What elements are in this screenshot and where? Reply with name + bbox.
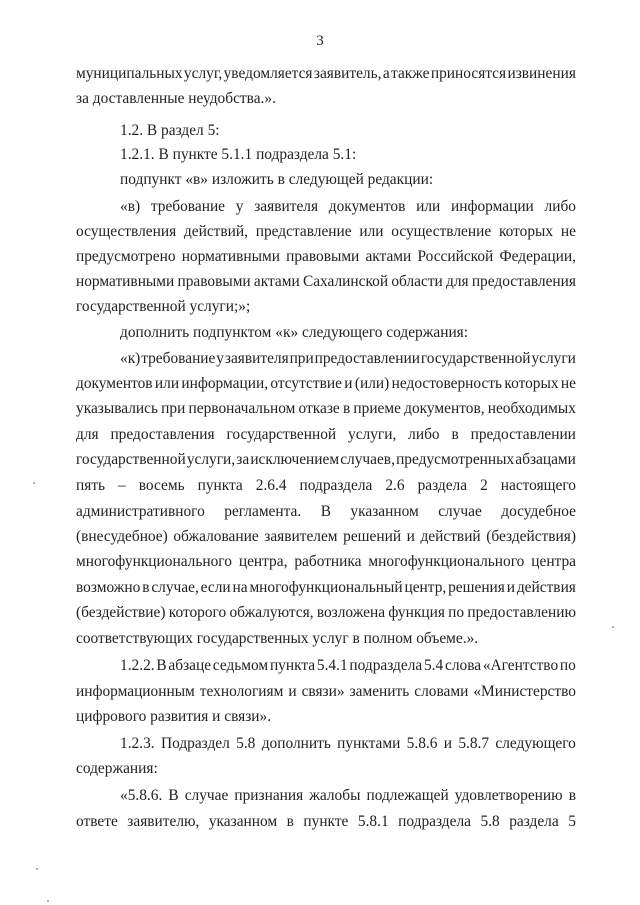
text-line: «к) требование у заявителя при предоставлении государственной услуги	[120, 350, 576, 367]
scan-speck	[36, 868, 38, 870]
text-line: цифрового развития и связи».	[76, 708, 272, 725]
text-line: пять – восемь пункта 2.6.4 подраздела 2.6 раздела 2 настоящего	[76, 477, 576, 494]
text-line: 1.2.1. В пункте 5.1.1 подраздела 5.1:	[120, 146, 357, 163]
scan-speck	[33, 482, 35, 484]
text-line: за доставленные неудобства.».	[76, 90, 276, 107]
page-number: 3	[316, 33, 324, 49]
scan-speck	[612, 626, 614, 628]
text-line: государственной услуги;»;	[76, 298, 251, 315]
text-line: «5.8.6. В случае признания жалобы подлежащей удовлетворению в	[120, 787, 576, 804]
text-line: документов или информации, отсутствие и (или) недостоверность которых не	[76, 375, 576, 392]
text-line: нормативными правовыми актами Сахалинской области для предоставления	[76, 273, 576, 290]
text-line: ответе заявителю, указанном в пункте 5.8.1 подраздела 5.8 раздела 5	[76, 813, 576, 830]
text-line: информационным технологиям и связи» заменить словами «Министерство	[76, 683, 576, 700]
text-line: осуществления действий, представление или осуществление которых не	[76, 223, 576, 240]
text-line: дополнить подпунктом «к» следующего содержания:	[120, 324, 469, 341]
text-line: муниципальных услуг, уведомляется заявитель, а также приносятся извинения	[76, 65, 576, 82]
scan-speck	[47, 900, 49, 902]
text-line: административного регламента. В указанном случае досудебное	[76, 503, 576, 520]
text-line: возможно в случае, если на многофункциональный центр, решения и действия	[76, 579, 576, 596]
text-line: 1.2. В раздел 5:	[120, 122, 220, 139]
text-line: государственной услуги, за исключением случаев, предусмотренных абзацами	[76, 451, 576, 468]
text-line: для предоставления государственной услуги, либо в предоставлении	[76, 426, 576, 443]
text-line: 1.2.2. В абзаце седьмом пункта 5.4.1 подраздела 5.4 слова «Агентство по	[120, 657, 576, 674]
text-line: подпункт «в» изложить в следующей редакции:	[120, 171, 434, 188]
text-line: многофункционального центра, работника многофункционального центра	[76, 553, 576, 570]
text-line: 1.2.3. Подраздел 5.8 дополнить пунктами 5.8.6 и 5.8.7 следующего	[120, 735, 576, 752]
text-line: содержания:	[76, 760, 158, 777]
text-line: указывались при первоначальном отказе в приеме документов, необходимых	[76, 400, 576, 417]
text-line: (внесудебное) обжалование заявителем решений и действий (бездействия)	[76, 528, 576, 545]
text-line: (бездействие) которого обжалуются, возложена функция по предоставлению	[76, 604, 576, 621]
text-line: соответствующих государственных услуг в полном объеме.».	[76, 630, 479, 647]
text-line: предусмотрено нормативными правовыми актами Российской Федерации,	[76, 248, 576, 265]
text-line: «в) требование у заявителя документов или информации либо	[120, 198, 576, 215]
